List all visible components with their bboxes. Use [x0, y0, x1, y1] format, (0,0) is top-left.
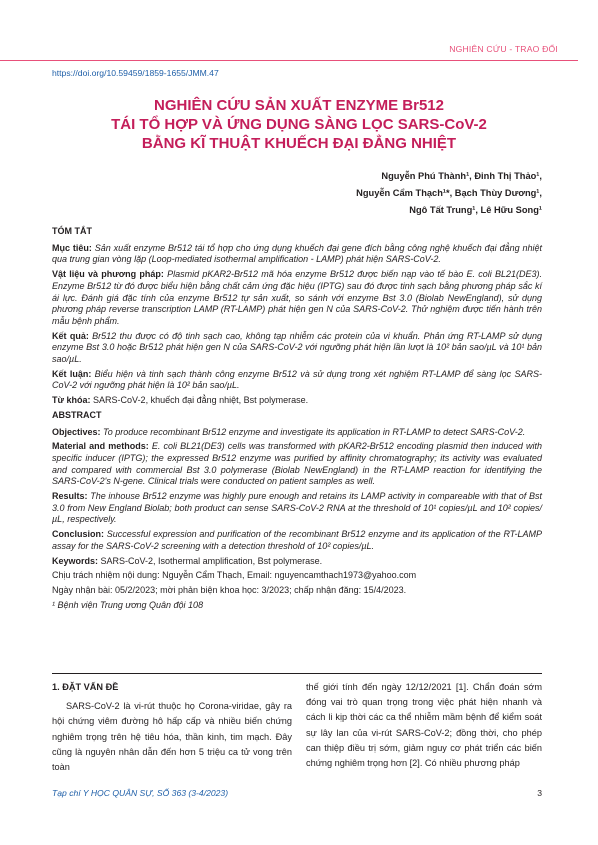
- en-keywords: [52, 556, 542, 568]
- article-dates: Ngày nhận bài: 05/2/2023; mời phản biện khoa học: 3/2023; chấp nhận đăng: 15/4/2023.: [52, 584, 407, 595]
- vn-abstract-heading: TÓM TẮT: [52, 226, 92, 236]
- en-objectives: [52, 427, 542, 439]
- header-rule: [0, 60, 578, 61]
- en-methods-text: E. coli BL21(DE3) cells was transformed with pKAR2-Br512 encoding plasmid then induced with specific inducer (IPTG); the expressed Br512 enzyme was purified by affinity chromatography; its activity was evaluated and compared with commercial Bst 3.0 polymerase (Biolab NewEngland) in the RT-LAMP reaction for identifying the SARS-CoV-2's N-gene. Clinical trials were conducted on patient samples as well.: [52, 441, 542, 487]
- article-meta: [52, 570, 542, 611]
- en-methods: [52, 441, 542, 488]
- vn-methods-text: Plasmid pKAR2-Br512 mã hóa enzyme Br512 được biến nạp vào tế bào E. coli BL21(DE3). Enzyme Br512 từ đó được biểu hiện bằng chất cảm ứng đặc hiệu (IPTG) sau đó được tinh sạch bằng phương pháp sắc kí ái lực. Đánh giá đặc tính của enzyme Br512 tự sản xuất, so sánh với enzyme Bst 3.0 (Biolab NewEngland), sử dụng phương pháp reverse transcription LAMP (RT-LAMP) phát hiện gen N của SARS-CoV-2. Thử nghiệm được tiến hành trên mẫu bệnh phẩm.: [52, 269, 542, 326]
- doi-link[interactable]: https://doi.org/10.59459/1859-1655/JMM.47: [52, 68, 219, 78]
- vn-objectives-label: Mục tiêu:: [52, 242, 92, 253]
- vn-objectives-text: Sản xuất enzyme Br512 tái tổ hợp cho ứng dụng khuếch đại gene đích bằng công nghệ khuếch đại đẳng nhiệt qua trung gian vòng lặp (Loop-mediated isothermal amplification - LAMP) phát hiện SARS-CoV-2.: [52, 242, 542, 265]
- en-keywords-label: Keywords:: [52, 555, 99, 566]
- title-line-2: TÁI TỔ HỢP VÀ ỨNG DỤNG SÀNG LỌC SARS-CoV-2: [111, 116, 487, 133]
- vn-conclusion: [52, 369, 542, 392]
- corresponding-author: Chịu trách nhiệm nội dung: Nguyễn Cẩm Thạch, Email: nguyencamthach1973@yahoo.com: [52, 570, 417, 581]
- page-number: 3: [537, 788, 542, 798]
- en-keywords-text: SARS-CoV-2, Isothermal amplification, Bst polymerase.: [100, 555, 323, 566]
- en-results-text: The inhouse Br512 enzyme was highly pure enough and retains its LAMP activity in compareable with that of Bst 3.0 from New England Biolab; both product can sense SARS-CoV-2 RNA at the threshold of 10¹ copies/µL and 10² copies/µL, respectively.: [52, 491, 542, 525]
- vn-objectives: [52, 243, 542, 266]
- intro-paragraph-left: SARS-CoV-2 là vi-rút thuộc họ Corona-viridae, gây ra hội chứng viêm đường hô hấp cấp và nhiều biến chứng nghiêm trọng trên hệ tiêu hóa, thần kinh, tim mạch. Đây cũng là nguyên nhân dẫn đến hơn 5 triệu ca tử vong trên toàn: [52, 701, 292, 773]
- authors-line-1: Nguyễn Phú Thành¹, Đinh Thị Thảo¹,: [381, 171, 542, 181]
- section-tag: NGHIÊN CỨU - TRAO ĐỔI: [449, 44, 558, 54]
- intro-heading: 1. ĐẶT VẤN ĐỀ: [52, 682, 119, 692]
- vn-methods-label: Vật liệu và phương pháp:: [52, 269, 164, 280]
- body-column-left: [52, 680, 292, 775]
- vn-results-label: Kết quả:: [52, 330, 89, 341]
- en-objectives-text: To produce recombinant Br512 enzyme and investigate its application in RT-LAMP to detect SARS-CoV-2.: [103, 426, 526, 437]
- abstract-block: [52, 223, 542, 614]
- vn-results: [52, 331, 542, 366]
- article-title: [40, 96, 558, 153]
- body-column-right: [306, 680, 542, 771]
- en-methods-label: Material and methods:: [52, 441, 149, 452]
- journal-footer: Tạp chí Y HỌC QUÂN SỰ, SỐ 363 (3-4/2023): [52, 788, 229, 798]
- vn-conclusion-text: Biểu hiện và tinh sạch thành công enzyme Br512 và sử dụng trong xét nghiệm RT-LAMP để sàng lọc SARS-CoV-2 với ngưỡng phát hiện là 10² bản sao/µL.: [52, 368, 542, 391]
- en-results: [52, 491, 542, 526]
- vn-keywords-label: Từ khóa:: [52, 395, 91, 406]
- vn-methods: [52, 269, 542, 328]
- en-abstract-heading: ABSTRACT: [52, 409, 102, 420]
- intro-paragraph-right: thế giới tính đến ngày 12/12/2021 [1]. Chẩn đoán sớm đóng vai trò quan trọng trong việc phát hiện nhanh và cách li kịp thời các ca thể nhiễm mầm bệnh để kiểm soát sự lây lan của vi-rút SARS-CoV-2; đồng thời, cho phép can thiệp điều trị sớm, giảm nguy cơ phát triển các biến chứng nghiêm trọng hơn [2]. Có nhiều phương pháp: [306, 682, 542, 769]
- vn-results-text: Br512 thu được có độ tinh sạch cao, không tạp nhiễm các protein của vi khuẩn. Phản ứng RT-LAMP sử dụng enzyme Bst 3.0 hoặc Br512 phát hiện gen N của SARS-CoV-2 với ngưỡng phát hiện lần lượt là 10² bản sao/µL và 10¹ bản sao/µL.: [52, 330, 542, 365]
- section-divider: [52, 673, 542, 674]
- en-results-label: Results:: [52, 491, 88, 502]
- title-line-3: BẰNG KĨ THUẬT KHUẾCH ĐẠI ĐẲNG NHIỆT: [141, 135, 457, 152]
- en-objectives-label: Objectives:: [52, 426, 101, 437]
- authors-line-2: Nguyễn Cẩm Thạch¹*, Bạch Thùy Dương¹,: [356, 188, 542, 198]
- en-conclusion: [52, 529, 542, 552]
- authors-line-3: Ngô Tất Trung¹, Lê Hữu Song¹: [409, 205, 542, 215]
- en-conclusion-label: Conclusion:: [52, 529, 104, 540]
- en-conclusion-text: Successful expression and purification of the recombinant Br512 enzyme and its application of the RT-LAMP assay for the SARS-CoV-2 screening with a detection threshold of 10² copies/µL.: [52, 529, 542, 551]
- affiliation-note: ¹ Bệnh viện Trung ương Quân đội 108: [52, 599, 204, 610]
- author-list: [356, 168, 542, 219]
- vn-keywords-text: SARS-CoV-2, khuếch đại đẳng nhiệt, Bst polymerase.: [93, 395, 309, 406]
- title-line-1: NGHIÊN CỨU SẢN XUẤT ENZYME Br512: [154, 97, 444, 114]
- vn-keywords: [52, 395, 542, 407]
- vn-conclusion-label: Kết luận:: [52, 368, 92, 379]
